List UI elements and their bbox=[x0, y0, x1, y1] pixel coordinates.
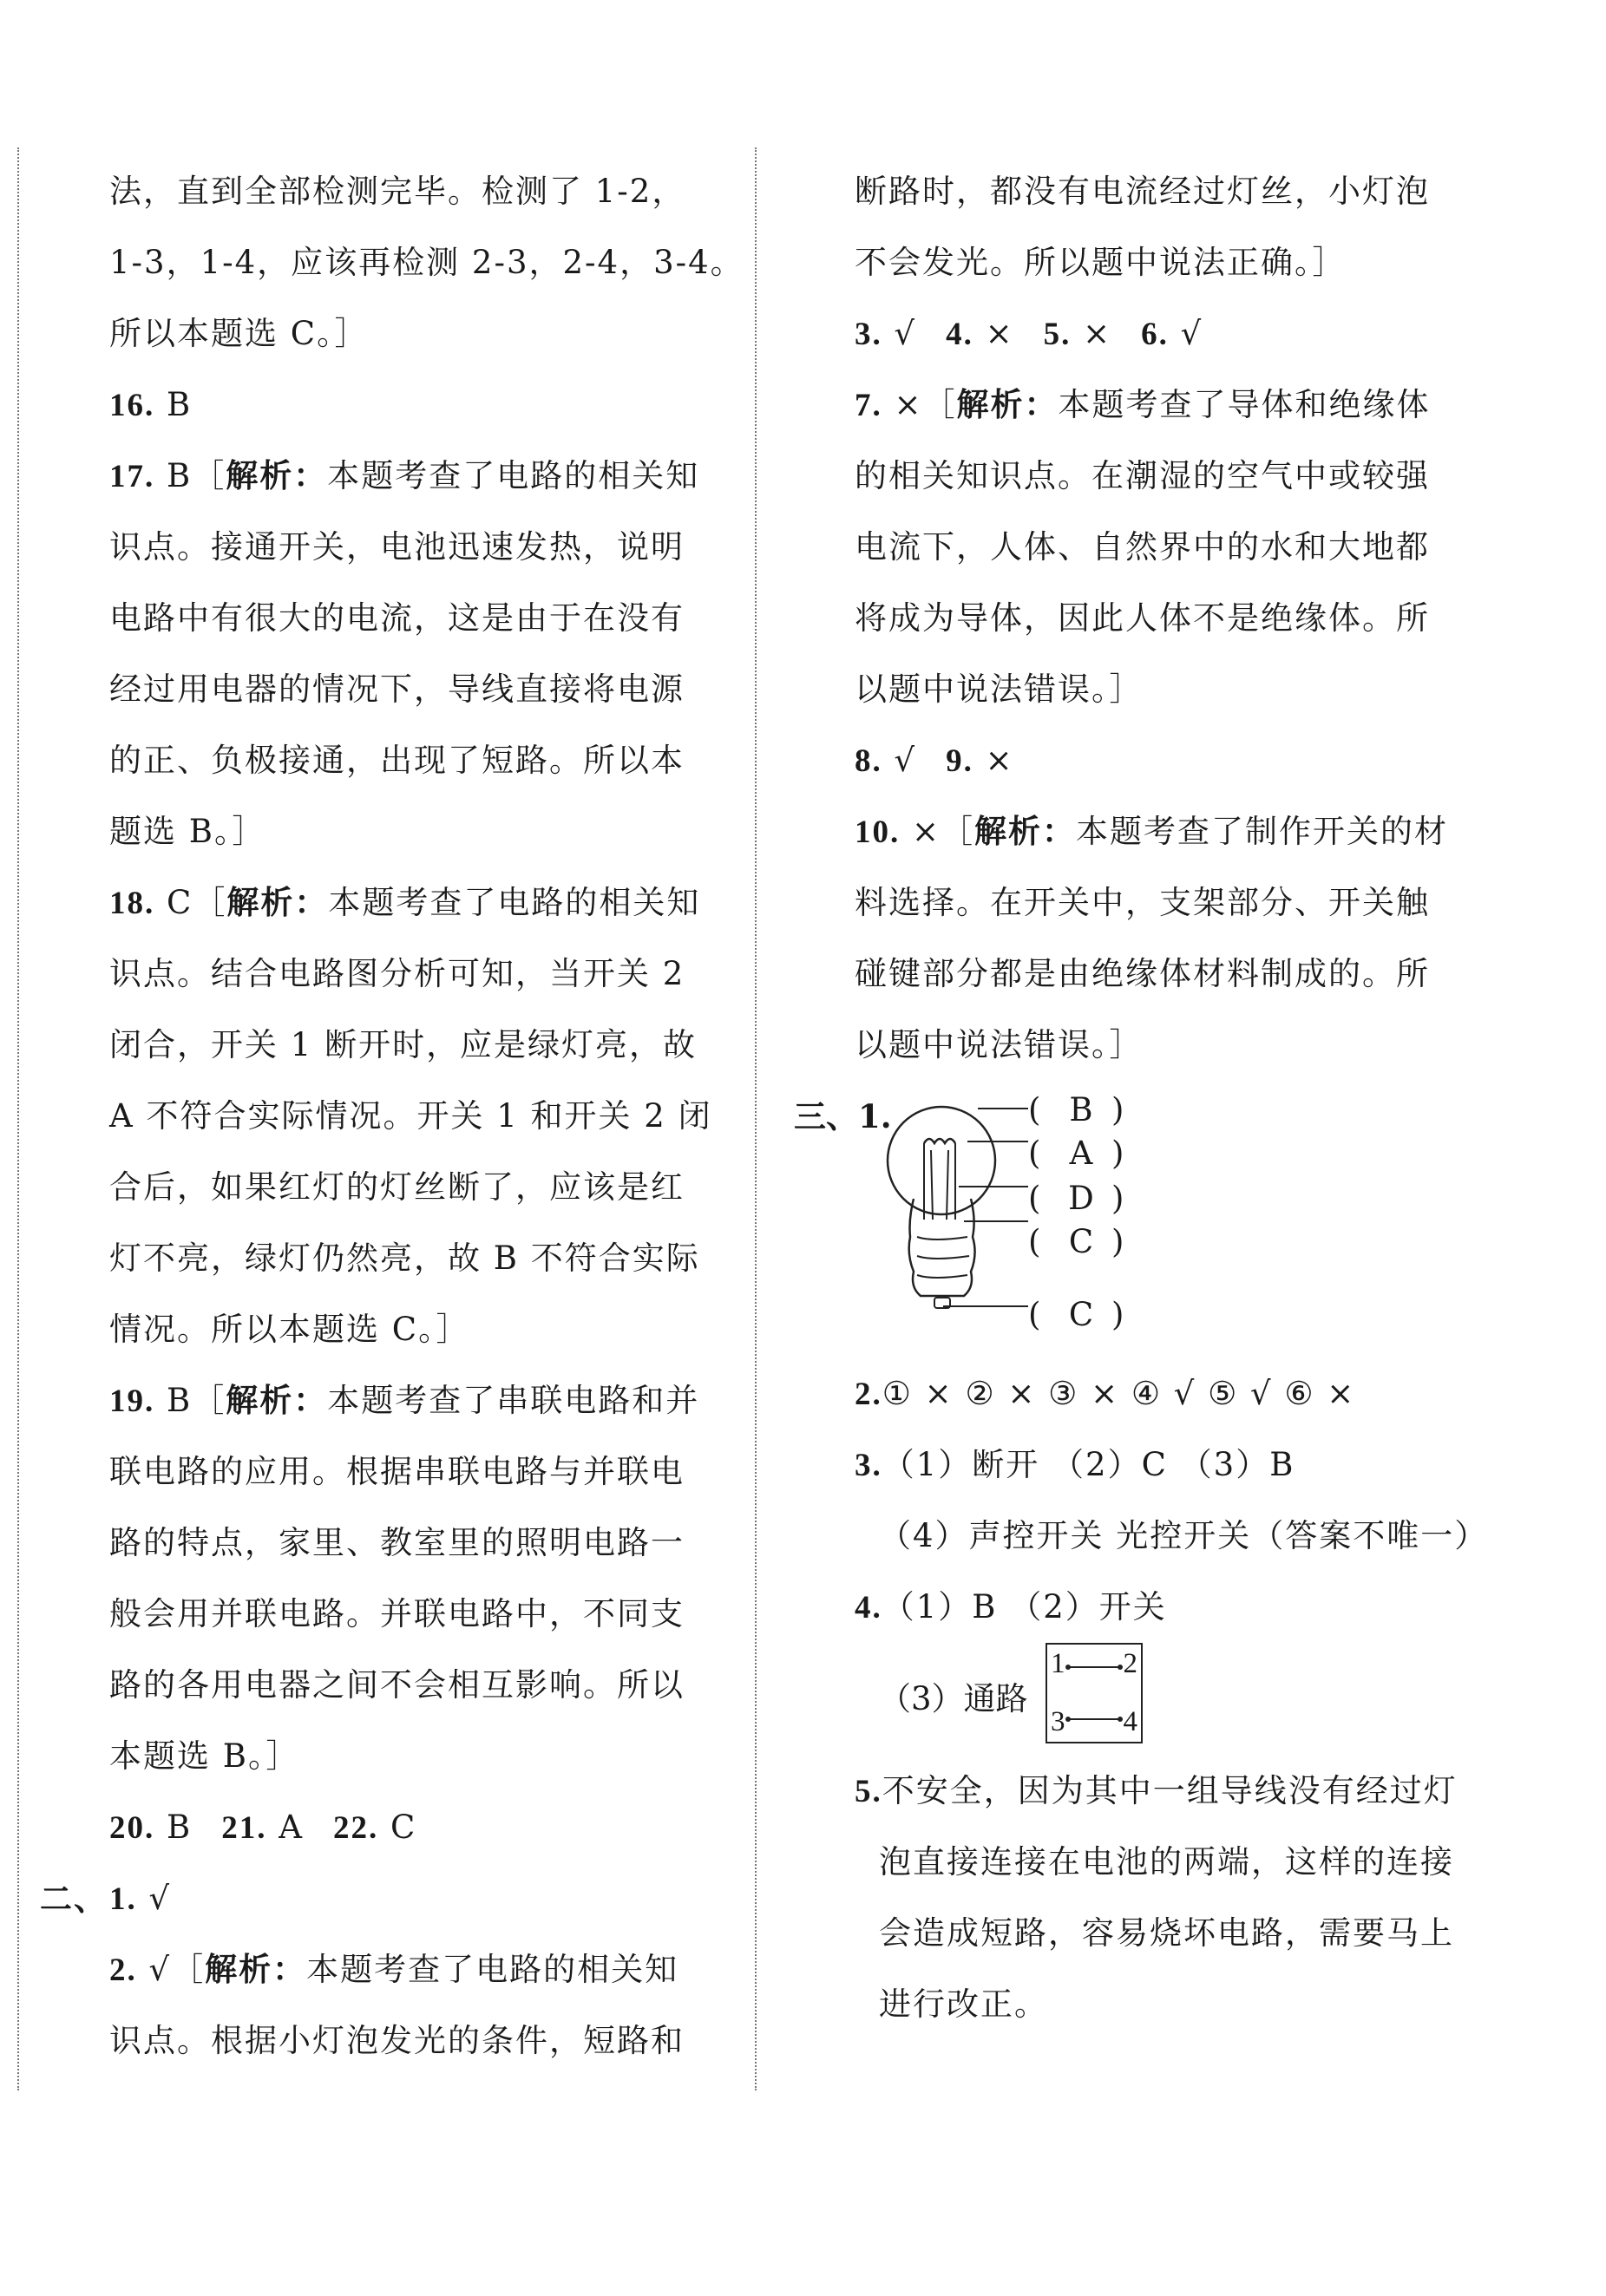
text-line bbox=[109, 1152, 732, 1223]
text-line bbox=[109, 939, 732, 1010]
line-text: B［ bbox=[154, 457, 226, 494]
line-text: 本题考查了制作开关的材 bbox=[1076, 813, 1449, 850]
switch-answer bbox=[855, 1643, 1479, 1756]
text-line bbox=[109, 1508, 732, 1579]
question-number: 3. bbox=[855, 317, 882, 352]
question-number: 2. bbox=[109, 1953, 137, 1988]
answer-value: × bbox=[1071, 315, 1112, 352]
text-line bbox=[855, 796, 1479, 867]
margin-dotted-line bbox=[17, 147, 19, 2090]
line-text: √［ bbox=[136, 1951, 206, 1988]
analysis-label: 解析： bbox=[226, 1383, 328, 1419]
line-text: （4）声控开关 光控开关（答案不唯一） bbox=[879, 1517, 1489, 1554]
line-text: 进行改正。 bbox=[879, 1985, 1048, 2023]
text-line bbox=[109, 1792, 732, 1863]
text-line bbox=[855, 1429, 1479, 1501]
line-text: ① × ② × ③ × ④ √ ⑤ √ ⑥ × bbox=[882, 1375, 1356, 1412]
bulb-answer-2: ( A ) bbox=[1028, 1135, 1124, 1172]
bulb-answer-5: ( C ) bbox=[1028, 1296, 1124, 1333]
line-text: 本题考查了串联电路和并 bbox=[327, 1382, 700, 1419]
bulb-answer-4: ( C ) bbox=[1028, 1223, 1124, 1260]
question-number: 8. bbox=[855, 743, 882, 779]
text-line bbox=[855, 939, 1479, 1010]
question-number: 16. bbox=[109, 388, 155, 423]
question-number: 19. bbox=[109, 1383, 155, 1419]
answer-value: √ bbox=[882, 742, 917, 779]
answer-value: √ bbox=[1168, 315, 1203, 352]
line-text: 法，直到全部检测完毕。检测了 1-2， bbox=[109, 173, 686, 210]
question-number: 6. bbox=[1141, 317, 1169, 352]
answer-item bbox=[333, 1792, 416, 1864]
line-text: 本题选 B。］ bbox=[109, 1737, 300, 1775]
analysis-label: 解析： bbox=[974, 814, 1077, 850]
text-line bbox=[855, 583, 1479, 654]
analysis-label: 解析： bbox=[205, 1953, 307, 1988]
text-line bbox=[855, 1010, 1479, 1081]
text-line bbox=[855, 370, 1479, 441]
line-text: （1）断开 （2）C （3）B bbox=[882, 1446, 1295, 1483]
bulb-answer-1: ( B ) bbox=[1028, 1091, 1124, 1128]
line-text: 将成为导体，因此人体不是绝缘体。所 bbox=[855, 599, 1430, 637]
line-text: 本题考查了电路的相关知 bbox=[306, 1951, 679, 1988]
line-text: √ bbox=[136, 1880, 172, 1917]
text-line bbox=[855, 725, 1479, 796]
question-number: 10. bbox=[855, 814, 901, 850]
line-text: 泡直接连接在电池的两端，这样的连接 bbox=[879, 1843, 1454, 1881]
line-text: B［ bbox=[154, 1382, 226, 1419]
text-line bbox=[109, 654, 732, 725]
text-line bbox=[855, 227, 1479, 298]
right-top-lines bbox=[855, 156, 1479, 1081]
line-text: 料选择。在开关中，支架部分、开关触 bbox=[855, 884, 1430, 921]
line-text: （1）B （2）开关 bbox=[882, 1588, 1167, 1626]
text-line bbox=[109, 1081, 732, 1152]
question-number: 9. bbox=[946, 743, 973, 779]
line-text: 以题中说法错误。］ bbox=[855, 670, 1144, 708]
answer-value: B bbox=[154, 1809, 193, 1846]
line-text: 1-3，1-4，应该再检测 2-3，2-4，3-4。 bbox=[109, 244, 744, 281]
line-text: 本题考查了电路的相关知 bbox=[328, 884, 701, 921]
line-text: C［ bbox=[154, 884, 227, 921]
question-number: 1. bbox=[109, 1881, 137, 1917]
question-number: 2. bbox=[855, 1377, 882, 1412]
text-line bbox=[109, 1436, 732, 1508]
question-number: 21. bbox=[221, 1810, 267, 1846]
text-line bbox=[109, 227, 744, 298]
question-number: 5. bbox=[855, 1774, 882, 1809]
answer-item bbox=[1044, 298, 1112, 370]
line-text: 识点。接通开关，电池迅速发热，说明 bbox=[109, 528, 685, 566]
text-line bbox=[109, 1650, 732, 1721]
bulb-question-num: 1. bbox=[858, 1097, 892, 1135]
line-text: 本题考查了电路的相关知 bbox=[327, 457, 700, 494]
answer-value: × bbox=[973, 315, 1014, 352]
line-text: 本题考查了导体和绝缘体 bbox=[1058, 386, 1431, 423]
text-line bbox=[109, 370, 732, 441]
switch-node-3: 3 bbox=[1051, 1706, 1065, 1737]
line-text: 的相关知识点。在潮湿的空气中或较强 bbox=[855, 457, 1430, 494]
right-column bbox=[794, 156, 1489, 2040]
line-text: 合后，如果红灯的灯丝断了，应该是红 bbox=[109, 1168, 685, 1206]
column-divider bbox=[755, 147, 757, 2090]
question-number: 22. bbox=[332, 1810, 379, 1846]
text-line bbox=[109, 583, 732, 654]
switch-label: （3）通路 bbox=[879, 1680, 1028, 1717]
line-text: 断路时，都没有电流经过灯丝，小灯泡 bbox=[855, 173, 1430, 210]
text-line bbox=[855, 1572, 1479, 1643]
line-text: 闭合，开关 1 断开时，应是绿灯亮，故 bbox=[109, 1026, 698, 1063]
line-text: 不安全，因为其中一组导线没有经过灯 bbox=[882, 1772, 1458, 1809]
answer-item bbox=[109, 1792, 192, 1864]
line-text: ×［ bbox=[882, 386, 957, 423]
line-text: 识点。根据小灯泡发光的条件，短路和 bbox=[109, 2022, 685, 2059]
text-line bbox=[855, 512, 1479, 583]
text-line bbox=[855, 1358, 1479, 1429]
answer-value: √ bbox=[882, 315, 917, 352]
text-line bbox=[109, 1365, 732, 1436]
question-number: 17. bbox=[109, 459, 155, 494]
analysis-label: 解析： bbox=[226, 459, 328, 494]
bulb-question-number bbox=[794, 1081, 892, 1152]
bulb-glass bbox=[888, 1107, 995, 1214]
switch-node-1: 1 bbox=[1051, 1648, 1065, 1679]
text-line bbox=[109, 2005, 732, 2077]
bulb-wires bbox=[924, 1143, 955, 1220]
line-text: 以题中说法错误。］ bbox=[855, 1026, 1144, 1063]
line-text: 路的各用电器之间不会相互影响。所以 bbox=[109, 1666, 685, 1704]
bulb-screw-threads bbox=[917, 1237, 969, 1278]
text-line bbox=[855, 1969, 1479, 2040]
text-line bbox=[855, 298, 1479, 370]
switch-node-2: 2 bbox=[1123, 1648, 1137, 1679]
line-text: 不会发光。所以题中说法正确。］ bbox=[855, 244, 1347, 281]
text-line bbox=[109, 1223, 732, 1294]
switch-box bbox=[1046, 1643, 1143, 1743]
text-line bbox=[855, 1827, 1479, 1898]
text-line bbox=[855, 1501, 1489, 1572]
text-line bbox=[855, 1898, 1479, 1969]
line-text: 般会用并联电路。并联电路中，不同支 bbox=[109, 1595, 685, 1632]
line-text: 联电路的应用。根据串联电路与并联电 bbox=[109, 1453, 685, 1490]
answer-item bbox=[855, 298, 916, 370]
line-text: 灯不亮，绿灯仍然亮，故 B 不符合实际 bbox=[109, 1240, 700, 1277]
line-text: A 不符合实际情况。开关 1 和开关 2 闭 bbox=[109, 1097, 712, 1135]
right-bottom-lines bbox=[855, 1358, 1489, 1643]
section-label: 二、 bbox=[40, 1880, 108, 1918]
line-text: 情况。所以本题选 C。］ bbox=[109, 1311, 470, 1348]
text-line bbox=[855, 654, 1479, 725]
text-line bbox=[109, 725, 732, 796]
text-line bbox=[109, 512, 732, 583]
left-column bbox=[40, 156, 744, 2077]
question-number: 20. bbox=[109, 1810, 155, 1846]
answer-item bbox=[946, 725, 1014, 797]
question-number: 7. bbox=[855, 388, 882, 423]
text-line bbox=[109, 796, 732, 867]
answer-item bbox=[946, 298, 1014, 370]
text-line bbox=[109, 1579, 732, 1650]
line-text: 会造成短路，容易烧坏电路，需要马上 bbox=[879, 1914, 1454, 1952]
answer-value: × bbox=[973, 742, 1014, 779]
answer-item bbox=[855, 725, 916, 797]
line-text: 识点。结合电路图分析可知，当开关 2 bbox=[109, 955, 685, 992]
line-text: 经过用电器的情况下，导线直接将电源 bbox=[109, 670, 685, 708]
light-bulb-diagram bbox=[881, 1089, 1037, 1315]
right-end-lines bbox=[855, 1756, 1479, 2040]
line-text: 电流下，人体、自然界中的水和大地都 bbox=[855, 528, 1430, 566]
text-line bbox=[109, 298, 732, 370]
analysis-label: 解析： bbox=[956, 388, 1059, 423]
line-text: ×［ bbox=[900, 813, 975, 850]
text-line bbox=[109, 1721, 732, 1792]
question-number: 5. bbox=[1043, 317, 1072, 352]
bulb-question bbox=[794, 1081, 1479, 1358]
text-line bbox=[109, 1294, 732, 1365]
answer-item bbox=[1141, 298, 1203, 370]
line-text: 碰键部分都是由绝缘体材料制成的。所 bbox=[855, 955, 1430, 992]
answer-value: A bbox=[266, 1809, 304, 1846]
text-line bbox=[855, 156, 1479, 227]
question-number: 4. bbox=[946, 317, 973, 352]
line-text: 所以本题选 C。］ bbox=[109, 315, 369, 352]
question-number: 3. bbox=[855, 1448, 882, 1483]
question-number: 4. bbox=[855, 1590, 882, 1626]
switch-node-4: 4 bbox=[1123, 1706, 1137, 1737]
line-text: 的正、负极接通，出现了短路。所以本 bbox=[109, 742, 685, 779]
text-line bbox=[109, 441, 732, 512]
text-line bbox=[855, 867, 1479, 939]
bulb-answer-3: ( D ) bbox=[1028, 1180, 1124, 1217]
text-line bbox=[109, 156, 732, 227]
text-line bbox=[109, 1934, 732, 2005]
question-number: 18. bbox=[109, 886, 155, 921]
bulb-filament bbox=[924, 1139, 955, 1143]
line-text: 电路中有很大的电流，这是由于在没有 bbox=[109, 599, 685, 637]
line-text: 路的特点，家里、教室里的照明电路一 bbox=[109, 1524, 685, 1561]
line-text: B bbox=[154, 386, 193, 423]
text-line bbox=[855, 441, 1479, 512]
analysis-label: 解析： bbox=[226, 886, 329, 921]
text-line bbox=[109, 1010, 732, 1081]
text-line bbox=[855, 1756, 1479, 1827]
switch-connections bbox=[1047, 1645, 1141, 1742]
text-line bbox=[109, 867, 732, 939]
line-text: 题选 B。］ bbox=[109, 813, 266, 850]
answer-item bbox=[221, 1792, 304, 1864]
answer-value: C bbox=[378, 1809, 417, 1846]
text-line bbox=[40, 1863, 732, 1934]
section-label-three: 三、 bbox=[794, 1097, 858, 1135]
